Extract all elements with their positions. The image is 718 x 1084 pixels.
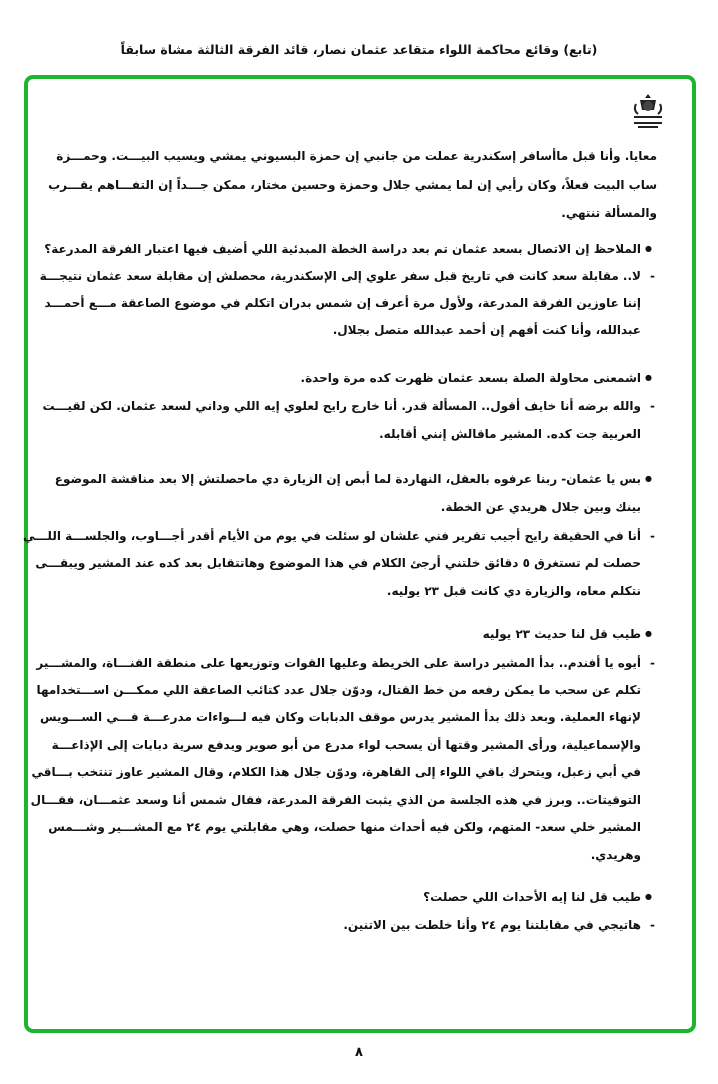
answer-line: والإسماعيلية، ورأى المشير وقتها أن يسحب لواء مدرع من أبو صوير ويدفع سرية دبابات إلى الإذاعـــة [51,738,641,752]
dash-icon: - [650,918,655,932]
dash-icon: - [650,656,655,670]
text-line: ساب البيت فعلاً، وكان رأيي إن لما يمشي جلال وحمزة وحسين مختار، ممكن جـــداً إن التفـــاهم يقـــرب [48,178,657,192]
bullet-icon: ● [645,244,652,253]
answer-line: حصلت لم تستغرق ٥ دقائق خلتني أرجئ الكلام في هذا الموضوع وهاتتقابل بعد كده عند المشير ويبقـــى [35,556,641,570]
text-line: معايا. وأنا قبل ماأسافر إسكندرية عملت من جانبي إن حمزة البسيوني يمشي ويسيب البيـــت. وحمـــزة [56,149,657,163]
answer-line: نتكلم معاه، والزيارة دي كانت قبل ٢٣ يوليه. [386,584,641,598]
answer-line: أيوه يا أفندم.. بدأ المشير دراسة على الخريطة وعليها القوات وتوزيعها على منطقة القنـــاة، والمشـــير [36,656,641,670]
question-line: بس يا عثمان- ربنا عرفوه بالعقل، النهاردة لما أبص إن الزيارة دي ماحصلتش إلا بعد مناقشة الموضوع [54,472,641,486]
question-line: الملاحظ إن الاتصال بسعد عثمان تم بعد دراسة الخطة المبدئية اللي أضيف فيها اعتبار الفرقة المدرعة؟ [44,242,641,256]
answer-line: العربية جت كده. المشير ماقالش إنني أقابله. [379,427,641,441]
answer-line: والله برضه أنا خايف أقول.. المسألة قدر. أنا خارج رايح لعلوي إيه اللي وداني لسعد عثمان. لكن لقيـــت [42,399,641,413]
page-number: ٨ [355,1045,363,1060]
text-line: والمسألة تنتهي. [561,206,657,220]
question-line: بينك وبين جلال هريدي عن الخطة. [440,500,641,514]
answer-line: لإنهاء العملية. وبعد ذلك بدأ المشير يدرس موقف الدبابات وكان فيه لـــواءات مدرعـــة فـــي الســـويس [40,710,641,724]
dash-icon: - [650,529,655,543]
answer-line: لا.. مقابلة سعد كانت في تاريخ قبل سفر علوي إلى الإسكندرية، محصلش إن مقابلة سعد عثمان نتيجـــة [39,269,641,283]
bullet-icon: ● [645,892,652,901]
question-line: طيب قل لنا حديث ٢٣ يوليه [482,627,641,641]
answer-line: التوقيتات.. وبرز في هذه الجلسة من الذي يثبت الفرقة المدرعة، فقال شمس أنا وسعد عثمـــان، فقـــال [30,793,641,807]
answer-line: في أبي زعبل، ويتحرك باقي اللواء إلى القاهرة، ودوّن جلال هذا الكلام، وقال المشير عاوز تنتخب بـــاقي [31,765,641,779]
dash-icon: - [650,399,655,413]
coat-of-arms-icon [630,92,666,132]
question-line: اشمعنى محاولة الصلة بسعد عثمان ظهرت كده مرة واحدة. [300,371,641,385]
bullet-icon: ● [645,629,652,638]
answer-line: إننا عاوزين الفرقة المدرعة، ولأول مرة أعرف إن شمس بدران اتكلم في موضوع الصاعقة مـــع أحمـــد [44,296,641,310]
answer-line: تكلم عن سحب ما يمكن رفعه من خط القتال، ودوّن جلال عدد كتائب الصاعقة اللي ممكـــن اســـتخدامها [36,683,641,697]
question-line: طيب قل لنا إيه الأحداث اللي حصلت؟ [423,890,641,904]
answer-line: أنا في الحقيقة رايح أجيب تقرير فني علشان لو سئلت في يوم من الأيام أقدر أجـــاوب، والجلســـة اللـــي [22,529,641,543]
answer-line: هاتيجي في مقابلتنا يوم ٢٤ وأنا خلطت بين الاتنين. [343,918,641,932]
answer-line: المشير خلي سعد- المتهم، ولكن فيه أحداث منها حصلت، وهي مقابلتي يوم ٢٤ مع المشـــير وشـــمس [48,820,641,834]
answer-line: عبدالله، وأنا كنت أفهم إن أحمد عبدالله متصل بجلال. [332,323,641,337]
dash-icon: - [650,269,655,283]
bullet-icon: ● [645,474,652,483]
page-header-title: (تابع) وقائع محاكمة اللواء متقاعد عثمان نصار، قائد الفرقة الثالثة مشاة سابقاً [120,42,598,57]
bullet-icon: ● [645,373,652,382]
answer-line: وهريدي. [590,848,641,862]
